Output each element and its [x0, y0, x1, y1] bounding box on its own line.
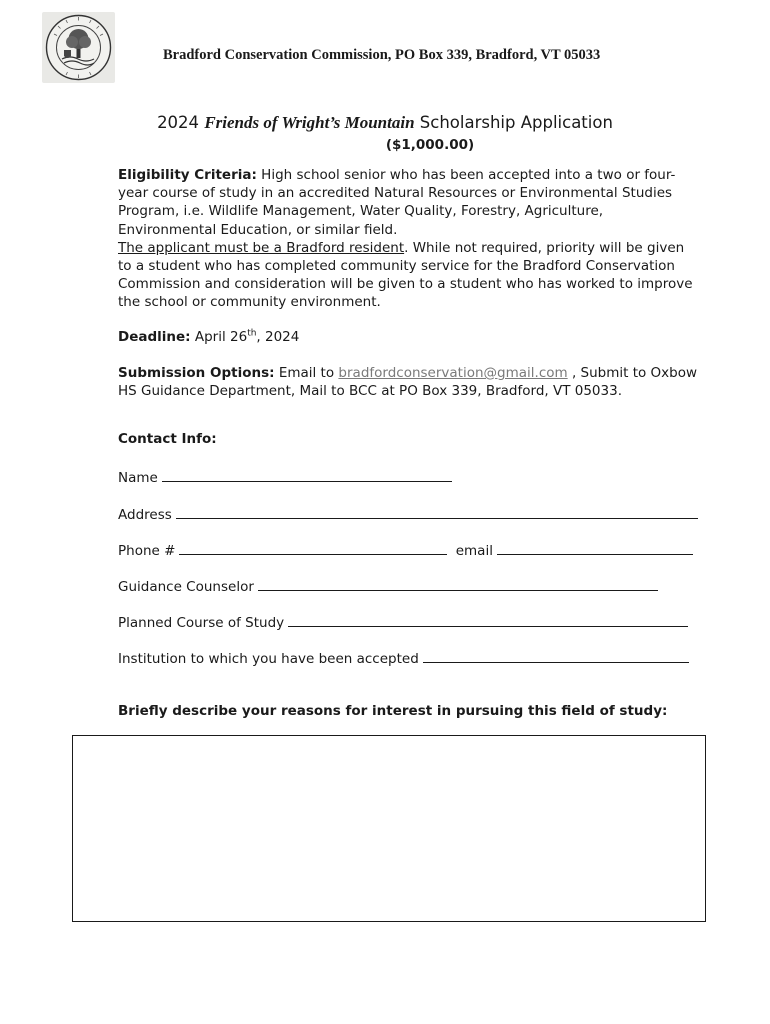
title-year: 2024	[157, 113, 200, 132]
name-label: Name	[118, 470, 158, 486]
institution-input-line[interactable]	[423, 648, 689, 663]
phone-input-line[interactable]	[179, 540, 447, 555]
essay-answer-box[interactable]	[72, 735, 706, 922]
deadline-label: Deadline:	[118, 329, 191, 345]
course-input-line[interactable]	[288, 612, 688, 627]
eligibility-label: Eligibility Criteria:	[118, 167, 257, 183]
address-field-row	[118, 504, 698, 523]
eligibility-text-1: High school senior who has been accepted into a two or four-	[261, 167, 676, 183]
address-input-line[interactable]	[176, 504, 698, 519]
eligibility-line-5	[118, 239, 698, 257]
scholarship-amount: ($1,000.00)	[385, 137, 475, 153]
submission-email-link[interactable]: bradfordconservation@gmail.com	[338, 365, 568, 381]
contact-info-heading-text: Contact Info:	[118, 431, 217, 447]
deadline-date-prefix: April 26	[194, 329, 248, 345]
eligibility-section	[118, 166, 698, 312]
commission-seal-logo	[42, 12, 115, 83]
contact-info-heading	[118, 431, 217, 447]
eligibility-line-4: Environmental Education, or similar field.	[118, 221, 398, 238]
counselor-input-line[interactable]	[258, 576, 658, 591]
title-rest: Scholarship Application	[419, 113, 613, 132]
page-title	[0, 113, 770, 133]
name-input-line[interactable]	[162, 467, 452, 482]
address-label: Address	[118, 507, 172, 523]
organization-address-header: Bradford Conservation Commission, PO Box 339, Bradford, VT 05033	[163, 47, 601, 63]
submission-line-2: HS Guidance Department, Mail to BCC at PO Box 339, Bradford, VT 05033.	[118, 383, 622, 400]
essay-prompt	[118, 703, 667, 719]
eligibility-text-5: . While not required, priority will be given	[404, 239, 685, 256]
eligibility-line-8: the school or community environment.	[118, 294, 381, 311]
deadline-date-suffix: , 2024	[256, 329, 300, 345]
eligibility-line-6: to a student who has completed community service for the Bradford Conservation	[118, 258, 675, 275]
eligibility-line-3: Program, i.e. Wildlife Management, Water Quality, Forestry, Agriculture,	[118, 203, 604, 220]
essay-prompt-text: Briefly describe your reasons for interest in pursuing this field of study:	[118, 703, 668, 719]
resident-requirement: The applicant must be a Bradford resident	[118, 239, 405, 256]
course-label: Planned Course of Study	[118, 615, 285, 631]
submission-line-1	[118, 364, 698, 382]
eligibility-line-1	[118, 166, 698, 184]
eligibility-line-7: Commission and consideration will be given to a student who has worked to improve	[118, 276, 693, 293]
institution-label: Institution to which you have been accepted	[118, 651, 419, 667]
name-field-row	[118, 467, 452, 486]
institution-field-row	[118, 648, 689, 667]
title-italic-name: Friends of Wright’s Mountain	[204, 113, 415, 132]
deadline-line	[118, 328, 698, 346]
eligibility-line-2: year course of study in an accredited Natural Resources or Environmental Studies	[118, 185, 673, 202]
email-input-line[interactable]	[497, 540, 693, 555]
email-label: email	[455, 543, 493, 559]
phone-label: Phone #	[118, 543, 176, 559]
counselor-label: Guidance Counselor	[118, 579, 254, 595]
submission-line-1-rest: , Submit to Oxbow	[571, 365, 698, 381]
submission-label: Submission Options:	[118, 365, 275, 381]
submission-section	[118, 364, 698, 400]
phone-email-field-row	[118, 540, 693, 559]
counselor-field-row	[118, 576, 658, 595]
submission-email-prefix: Email to	[278, 365, 335, 381]
deadline-date-sup: th	[247, 328, 257, 339]
course-field-row	[118, 612, 688, 631]
